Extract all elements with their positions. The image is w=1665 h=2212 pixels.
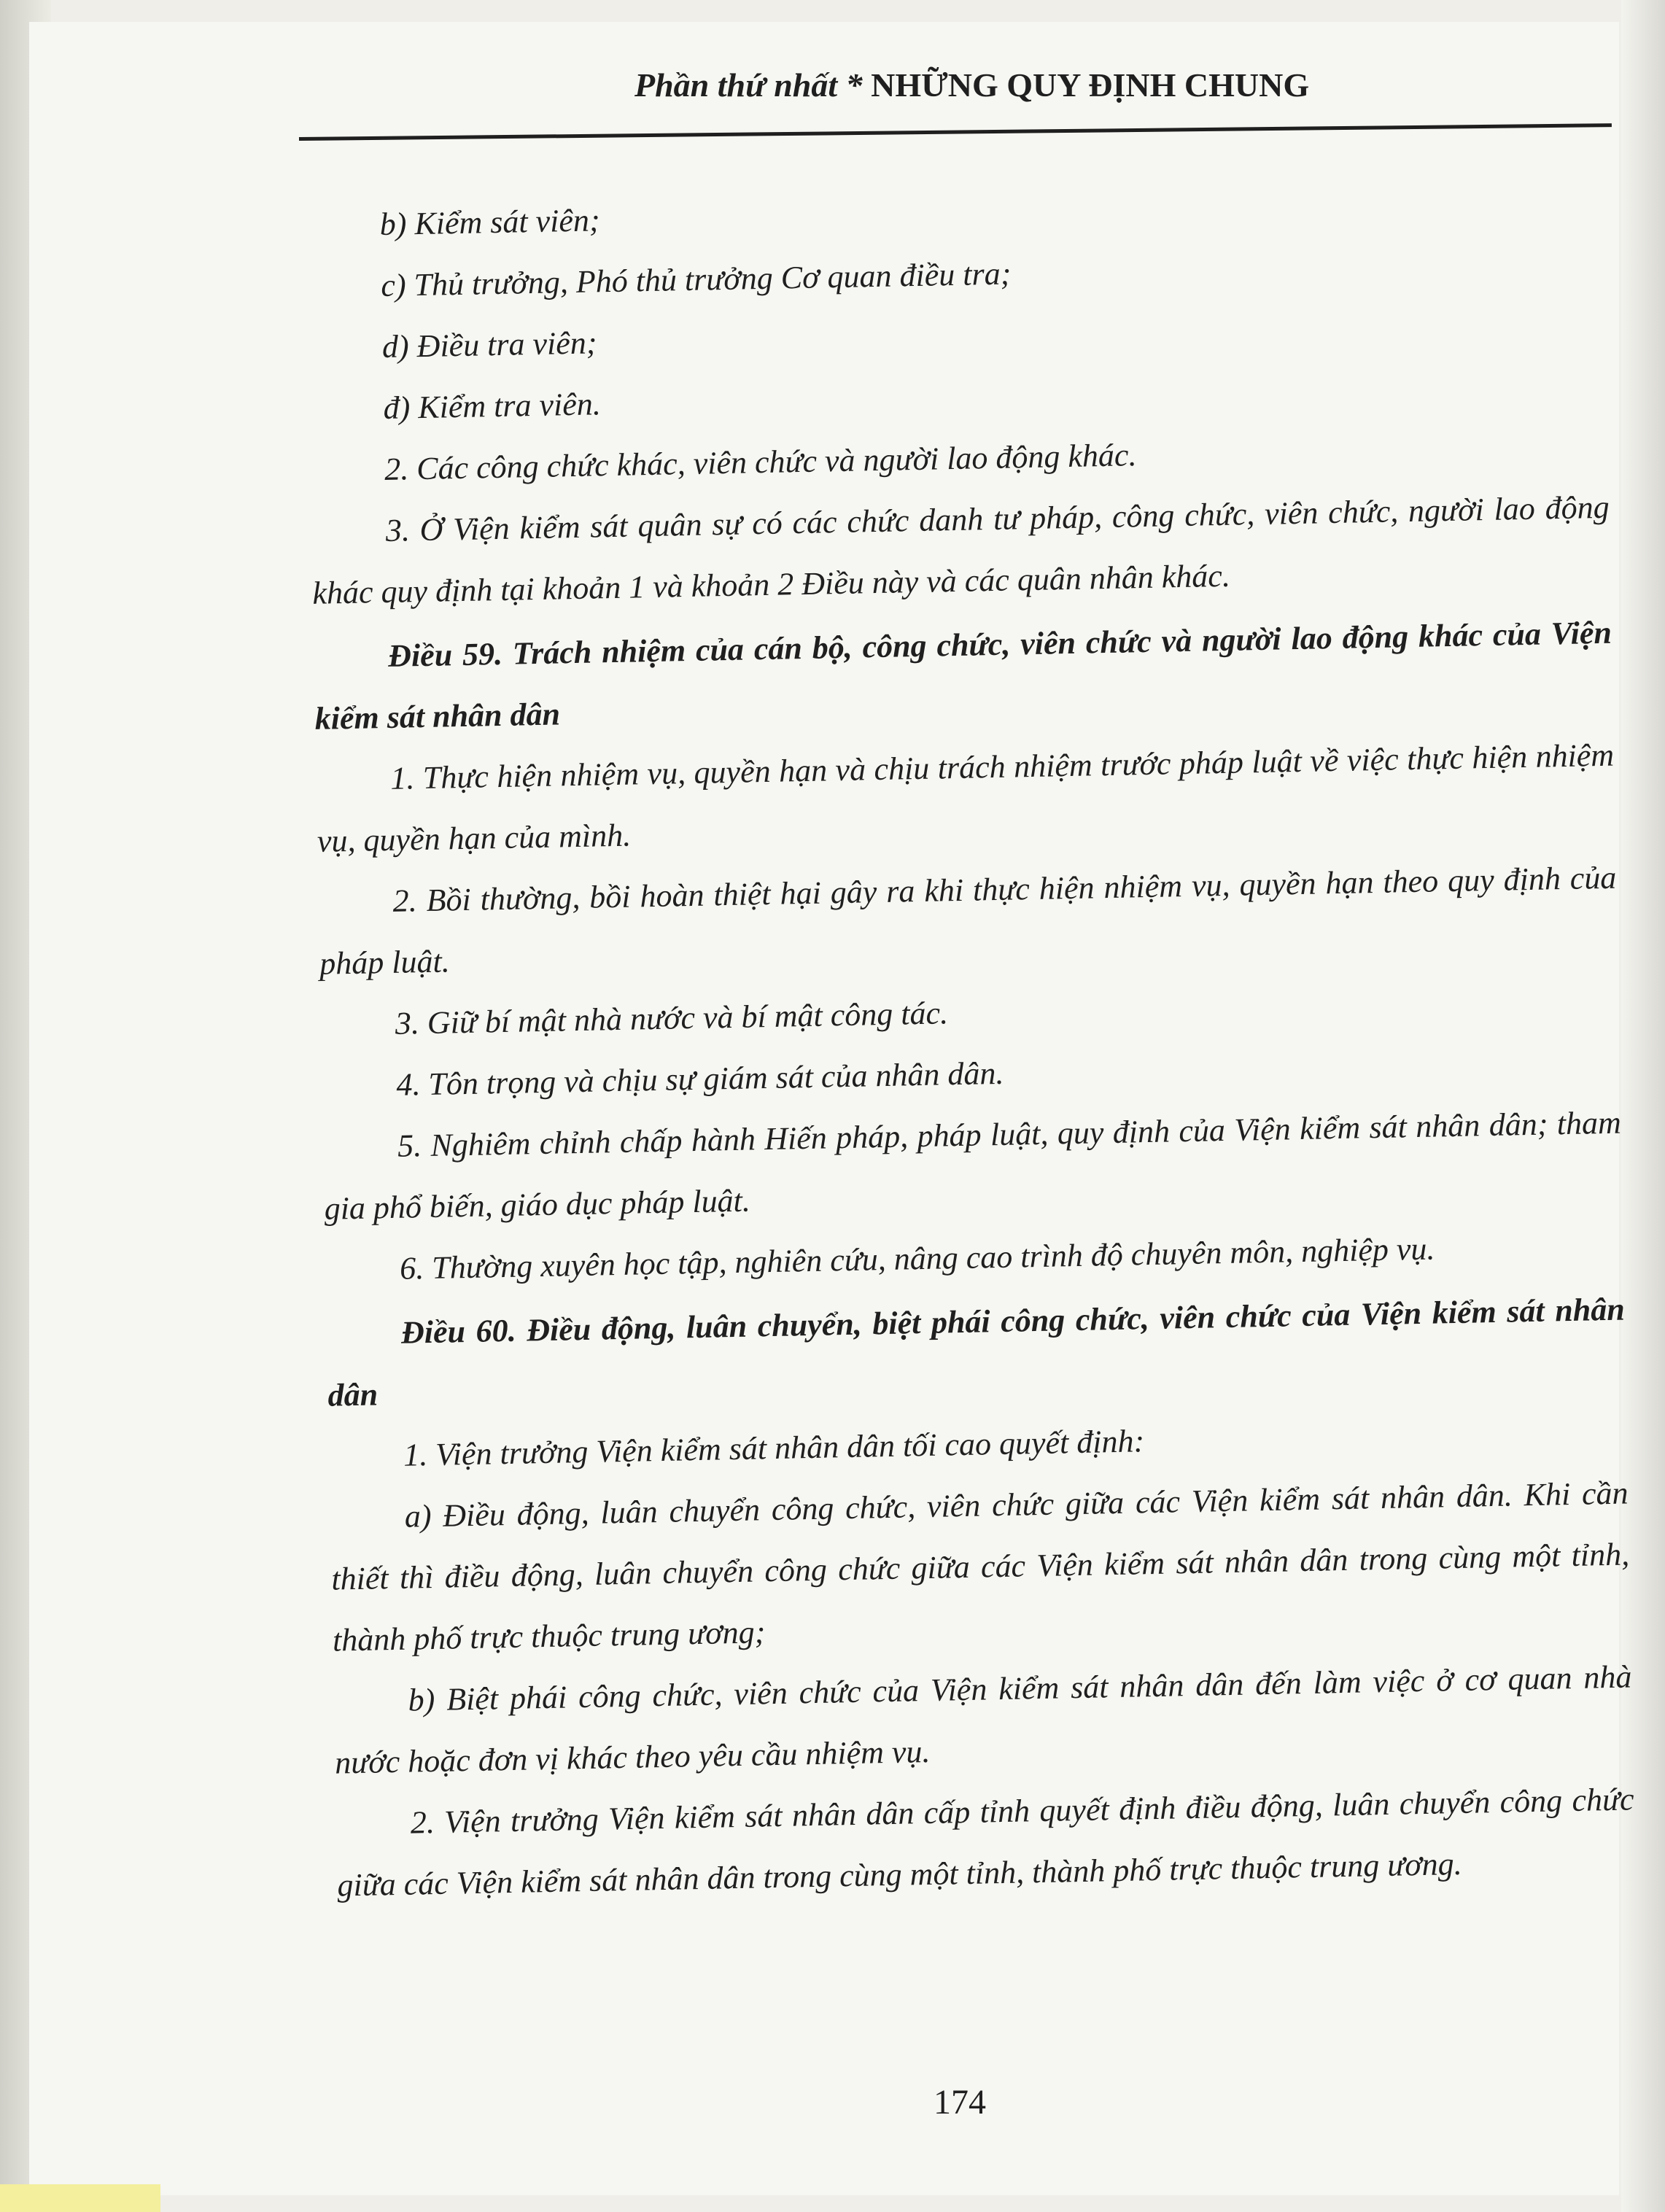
paragraph: 5. Nghiêm chỉnh chấp hành Hiến pháp, pháp luật, quy định của Viện kiểm sát nhân dân; tham gia phổ biến, giáo dục pháp luật. xyxy=(324,1104,1622,1227)
header-section-title: NHỮNG QUY ĐỊNH CHUNG xyxy=(871,66,1310,104)
paragraph: b) Kiểm sát viên; xyxy=(379,202,601,243)
paragraph: b) Biệt phái công chức, viên chức của Viện kiểm sát nhân dân đến làm việc ở cơ quan nhà nước hoặc đơn vị khác theo yêu cầu nhiệm vụ. xyxy=(334,1658,1632,1781)
paragraph: 6. Thường xuyên học tập, nghiên cứu, nâng cao trình độ chuyên môn, nghiệp vụ. xyxy=(399,1230,1435,1287)
paragraph: d) Điều tra viên; xyxy=(381,325,597,365)
adjacent-page-edge xyxy=(0,2184,160,2212)
running-header xyxy=(299,51,1612,153)
paragraph: 3. Giữ bí mật nhà nước và bí mật công tác. xyxy=(395,995,949,1041)
article-59-heading: Điều 59. Trách nhiệm của cán bộ, công chức, viên chức và người lao động khác của Viện kiểm sát nhân dân xyxy=(314,614,1612,737)
paragraph: a) Điều động, luân chuyển công chức, viên chức giữa các Viện kiểm sát nhân dân. Khi cần thiết thì điều động, luân chuyển công chức giữa các Viện kiểm sát nhân dân trong cùng một tỉnh, thành phố trực thuộc trung ương; xyxy=(330,1475,1630,1658)
header-rule xyxy=(299,123,1612,141)
paragraph: 2. Viện trưởng Viện kiểm sát nhân dân cấp tỉnh quyết định điều động, luân chuyển công chức giữa các Viện kiểm sát nhân dân trong cùng một tỉnh, thành phố trực thuộc trung ương. xyxy=(337,1781,1635,1904)
page-number: 174 xyxy=(934,2083,986,2122)
paragraph: 1. Thực hiện nhiệm vụ, quyền hạn và chịu trách nhiệm trước pháp luật về việc thực hiện nhiệm vụ, quyền hạn của mình. xyxy=(317,737,1615,859)
paragraph: 4. Tôn trọng và chịu sự giám sát của nhân dân. xyxy=(395,1055,1004,1103)
paragraph: 2. Các công chức khác, viên chức và người lao động khác. xyxy=(384,437,1137,487)
paragraph: 1. Viện trưởng Viện kiểm sát nhân dân tối cao quyết định: xyxy=(403,1423,1145,1473)
article-60-heading: Điều 60. Điều động, luân chuyển, biệt phái công chức, viên chức của Viện kiểm sát nhân dân xyxy=(327,1291,1626,1413)
page-body xyxy=(305,171,1636,1917)
paragraph: c) Thủ trưởng, Phó thủ trưởng Cơ quan điều tra; xyxy=(380,255,1012,304)
paragraph: 3. Ở Viện kiểm sát quân sự có các chức danh tư pháp, công chức, viên chức, người lao động khác quy định tại khoản 1 và khoản 2 Điều này và các quân nhân khác. xyxy=(312,489,1610,611)
header-title xyxy=(634,66,1309,104)
paragraph: 2. Bồi thường, bồi hoàn thiệt hại gây ra khi thực hiện nhiệm vụ, quyền hạn theo quy định của pháp luật. xyxy=(319,859,1617,982)
paragraph: đ) Kiểm tra viên. xyxy=(383,386,602,426)
header-part-label: Phần thứ nhất * xyxy=(634,66,863,104)
